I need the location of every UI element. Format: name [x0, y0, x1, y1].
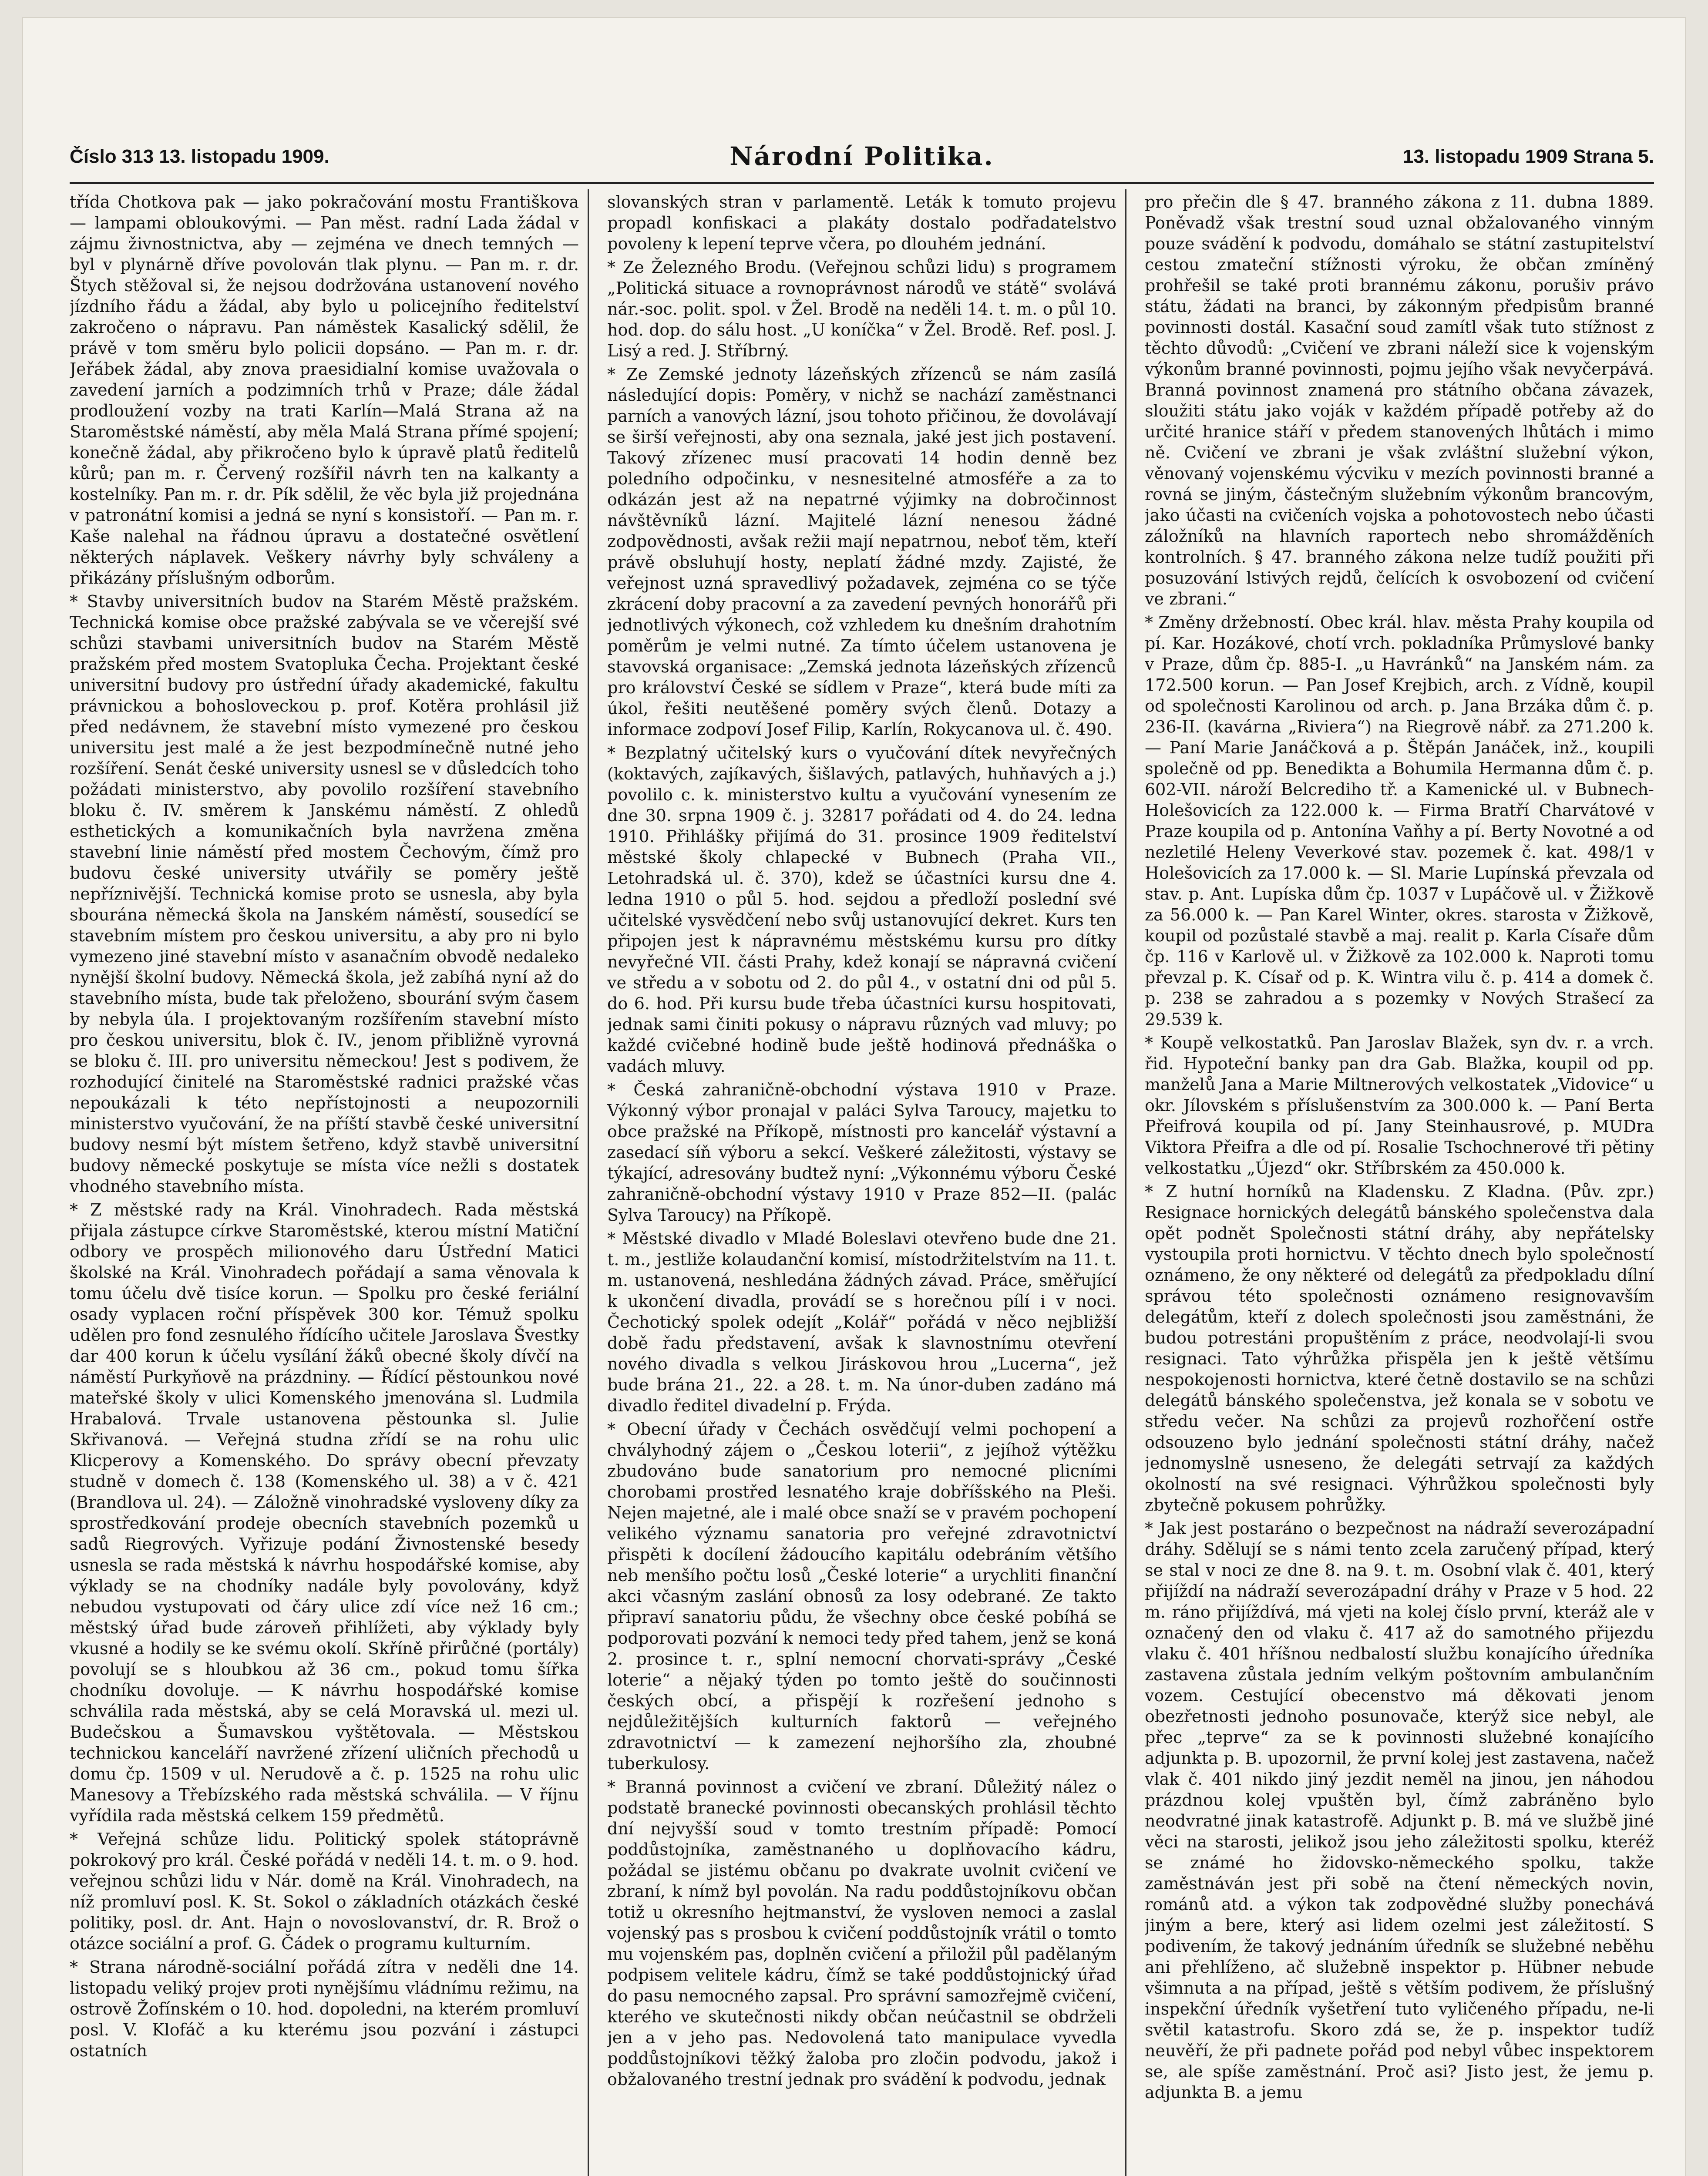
article-paragraph: * Koupě velkostatků. Pan Jaroslav Blažek, syn dv. r. a vrch. řid. Hypoteční banky pan dra Gab. Blažka, koupil od pp. manželů Jana a Marie Miltnerových velkostatek „Vidovice“ u okr. Jílovském s příslušenstvím za 300.000 k. — Paní Berta Přeifrová koupila od pí. Jany Steinhausrové, p. MUDra Viktora Přeifra a dle od pí. Rosalie Tschochnerové tři pětiny velkostatku „Újezd“ okr. Stříbrském za 450.000 k. [1145, 1033, 1654, 1178]
column-divider [588, 189, 589, 2176]
column-divider [1125, 189, 1126, 2176]
article-paragraph: * Veřejná schůze lidu. Politický spolek státoprávně pokrokový pro král. České pořádá v neděli 14. t. m. o 9. hod. veřejnou schůzi lidu v Nár. domě na Král. Vinohradech, na níž promluví posl. K. St. Sokol o základních otázkách české politiky, posl. dr. Ant. Hajn o novoslovanství, dr. R. Brož o otázce sociální a prof. G. Čádek o programu kulturním. [70, 1830, 579, 1953]
article-paragraph: * Městské divadlo v Mladé Boleslavi otevřeno bude dne 21. t. m., jestliže kolaudanční komisí, místodržitelstvím na 11. t. m. ustanovená, neshledána žádných závad. Práce, směřující k ukončení divadla, provádí se s horečnou pílí i v noci. Čechotický spolek odejít „Kolář“ pořádá v něco nejbližší době řadu představení, avšak k slavnostnímu otevření nového divadla s velkou Jiráskovou hrou „Lucerna“, jež bude brána 21., 22. a 28. t. m. Na únor-duben zadáno má divadlo ředitel divadelní p. Frýda. [607, 1229, 1116, 1415]
article-paragraph: * Z městské rady na Král. Vinohradech. Rada městská přijala zástupce církve Staroměstské, kterou místní Matiční odbory ve prospěch milionového daru Ústřední Matici školské na Král. Vinohradech pořádají a sama věnovala k tomu účelu dvě tisíce korun. — Spolku pro české feriální osady vyplacen roční příspěvek 300 kor. Témuž spolku udělen pro fond zesnulého řídícího učitele Jaroslava Švestky dar 400 korun k účelu vysílání žáků obecné školy dívčí na náměstí Purkyňově na prázdniny. — Řídící pěstounkou nové mateřské školy v ulici Komenského jmenována sl. Ludmila Hrabalová. Trvale ustanovena pěstounka sl. Julie Skřivanová. — Veřejná studna zřídí se na rohu ulic Klicperovy a Komenského. Do správy obecní převzaty studně v domech č. 138 (Komenského ul. 38) a v č. 421 (Brandlova ul. 24). — Záložně vinohradské vysloveny díky za sprostředkování prodeje obecních stavebních pozemků u sadů Riegrových. Vyřizuje podání Živnostenské besedy usnesla se rada městská k návrhu hospodářské komise, aby výklady se na chodníky nadále byly povolovány, když nebudou vystupovati od čáry ulice zdí více než 16 cm.; městský úřad bude zároveň přihlížeti, aby výklady byly vkusné a hodily se ke svému okolí. Skříně přirůčné (portály) povolují se s hloubkou až 36 cm., pokud tomu šířka chodníku dovoluje. — K návrhu hospodářské komise schválila rada městská, aby se celá Moravská ul. mezi ul. Budečskou a Šumavskou vyštětovala. — Městskou technickou kanceláří navržené zřízení uličních přechodů u domu čp. 1509 v ul. Nerudově a č. p. 1525 na rohu ulic Manesovy a Třebízského rada městská schválila. — V říjnu vyřídila rada městská celkem 159 předmětů. [70, 1200, 579, 1825]
column-2 [607, 191, 1116, 2176]
article-paragraph: * Stavby universitních budov na Starém Městě pražském. Technická komise obce pražské zabývala se ve včerejší své schůzi stavbami universitních budov na Starém Městě pražském před mostem Svatopluka Čecha. Projektant české universitní budovy pro ústřední úřady akademické, fakultu právnickou a bohosloveckou p. prof. Kotěra prohlásil již před nedávnem, že stavební místo vymezené pro českou universitu jest malé a že jest bezpodmínečně nutné jeho rozšíření. Senát české university usnesl se v důsledcích toho požádati ministerstvo, aby povolilo rozšíření stavebního bloku č. IV. směrem k Janskému náměstí. Z ohledů esthetických a komunikačních byla navržena změna stavební linie náměstí před mostem Čechovým, čímž pro budovu české university utvářily se poměry ještě nepříznivější. Technická komise proto se usnesla, aby byla sbourána německá škola na Janském náměstí, sousedící se stavebním místem pro českou universitu, a aby pro ni bylo vymezeno jiné stavební místo v asanačním obvodě nedaleko nynější školní budovy. Německá škola, jež zabíhá nyní až do stavebního místa, bude tak přeloženo, sbourání svým časem by nebyla úla. I projektovaným rozšířením stavební místo pro českou universitu, blok č. IV., jenom přibližně vyrovná se bloku č. III. pro universitu německou! Jest s podivem, že rozhodující činitelé na Staroměstské radnici pražské včas nepoukázali k této nepřístojnosti a neupozornili ministerstvo vyučování, že na příští stavbě české universitní budovy nesmí být místem šetřeno, když stavbě universitní budovy německé poskytuje se místa více nežli s dostatek vhodného stavebního místa. [70, 592, 579, 1196]
article-paragraph: * Česká zahraničně-obchodní výstava 1910 v Praze. Výkonný výbor pronajal v paláci Sylva Taroucy, majetku to obce pražské na Příkopě, místnosti pro kancelář výstavní a zasedací síň výboru a sekcí. Veškeré záležitosti, výstavy se týkající, adresovány budtež nyní: „Výkonnému výboru České zahraničně-obchodní výstavy 1910 v Praze 852—II. (palác Sylva Taroucy) na Příkopě. [607, 1080, 1116, 1225]
article-paragraph: * Ze Železného Brodu. (Veřejnou schůzi lidu) s programem „Politická situace a rovnoprávnost národů ve státě“ svolává nár.-soc. polit. spol. v Žel. Brodě na neděli 14. t. m. o půl 10. hod. dop. do sálu host. „U koníčka“ v Žel. Brodě. Ref. posl. J. Lisý a red. J. Stříbrný. [607, 258, 1116, 360]
article-paragraph: třída Chotkova pak — jako pokračování mostu Františkova — lampami obloukovými. — Pan měst. radní Lada žádal v zájmu živnostnictva, aby — zejména ve dnech temných — byl v plynárně dříve povolován tlak plynu. — Pan m. r. dr. Štych stěžoval si, že nejsou dodržována ustanovení nového jízdního řádu a žádal, aby bylo u policejního ředitelství zakročeno o nápravu. Pan náměstek Kasalický sdělil, že právě v tom směru bylo policii dopsáno. — Pan m. r. dr. Jeřábek žádal, aby znova praesidialní komise uvažovala o zavedení jarních a podzimních trhů v Praze; dále žádal prodloužení vozby na trati Karlín—Malá Strana až na Staroměstské náměstí, aby měla Malá Strana přímé spojení; konečně žádal, aby přikročeno bylo k úpravě platů ředitelů kůrů; pan m. r. Červený rozšířil návrh ten na kalkanty a kostelníky. Pan m. r. dr. Pík sdělil, že věc byla již projednána v patronátní komisi a jedná se nyní s konsistoří. — Pan m. r. Kaše nalehal na řádnou úpravu a dostatečné osvětlení některých náplavek. Veškery návrhy byly schváleny a přikázány příslušným odborům. [70, 192, 579, 588]
column-1 [70, 191, 579, 2176]
newspaper-page [22, 17, 1686, 2176]
header-rule [70, 182, 1654, 184]
article-paragraph: * Z hutní horníků na Kladensku. Z Kladna. (Pův. zpr.) Resignace hornických delegátů bánského společenstva dala opět podnět Společnosti státní dráhy, aby nepřátelsky vystoupila proti hornictvu. V těchto dnech bylo společností oznámeno, že ony některé od delegátů za předpokladu dílní správou této společnosti oznámeno resignovavším delegátům, kteří z dolech společnosti jsou zaměstnáni, že budou potrestáni propuštěním z práce, neodvolají-li svou resignaci. Tato výhrůžka přispěla jen k ještě většímu nespokojenosti hornictva, které četně dostavilo se na schůzi delegátů bánského společenstva, jež konala se v sobotu ve středu večer. Na schůzi za projevů rozhořčení ostře odsouzeno bylo jednání společnosti státní dráhy, načež jednomyslně usneseno, že delegáti setrvají za každých okolností na své resignaci. Výhrůžkou společnosti byly zbytečně pokusem pohrůžky. [1145, 1182, 1654, 1514]
column-3 [1145, 191, 1654, 2176]
page-header [70, 141, 1654, 176]
issue-number: Číslo 313 13. listopadu 1909. [70, 146, 329, 167]
article-paragraph: slovanských stran v parlamentě. Leták k tomuto projevu propadl konfiskaci a plakáty dostalo podřadatelstvo povoleny k lepení teprve včera, po dlouhém jednání. [607, 192, 1116, 253]
article-paragraph: * Změny držebností. Obec král. hlav. města Prahy koupila od pí. Kar. Hozákové, chotí vrch. pokladníka Průmyslové banky v Praze, dům čp. 885-I. „u Havránků“ na Janském nám. za 172.500 korun. — Pan Josef Krejbich, arch. z Vídně, koupil od společnosti Karolinou od arch. p. Jana Brzáka dům č. p. 236-II. (kavárna „Riviera“) na Riegrově nábř. za 271.200 k. — Paní Marie Janáčková a p. Štěpán Janáček, inž., koupili společně od pp. Benedikta a Bohumila Hermanna dům č. p. 602-VII. nároží Belcrediho tř. a Kamenické ul. v Bubnech-Holešovicích za 122.000 k. — Firma Bratří Charvátové v Praze koupila od p. Antonína Vaňhy a pí. Berty Novotné a od nezletilé Heleny Veverkové stav. pozemek č. kat. 498/1 v Holešovicích za 17.000 k. — Sl. Marie Lupínská převzala od stav. p. Ant. Lupíska dům čp. 1037 v Lupáčově ul. v Žižkově za 56.000 k. — Pan Karel Winter, okres. starosta v Žižkově, koupil od pozůstalé stavbě a maj. realit p. Karla Císaře dům čp. 116 v Karlově ul. v Žižkově za 102.000 k. Naproti tomu převzal p. K. Císař od p. K. Wintra vilu č. p. 414 a domek č. p. 238 se zahradou a s pozemky v Nových Strašecí za 29.539 k. [1145, 613, 1654, 1029]
article-paragraph: * Branná povinnost a cvičení ve zbraní. Důležitý nález o podstatě branecké povinnosti obecanských prohlásil těchto dní nejvyšší soud v tomto trestním případě: Pomocí poddůstojníka, zaměstnaného u doplňovacího kádru, požádal se jistému občanu po dvakrate uvolnit cvičení ve zbraní, k nímž byl povolán. Na radu poddůstojníkovu občan totiž u okresního hejtmanství, že vysloven nemoci a zaslal vojenský pas s prosbou k cvičení poddůstojník vrátil o tomto mu vojenském pas, doplněn cvičení a přiložil půl padělaným podpisem velitele kádru, čímž se také poddůstojnický úřad do pasu nemocného zapsal. Pro správní samozřejmě cvičení, kterého ve skutečnosti nikdy občan neúčastnil se obdrželi jen a v jeho pas. Nedovolená tato manipulace vyvedla poddůstojníkovi těžký žaloba pro zločin podvodu, jakož i obžalovaného trestní jednak pro svádění k podvodu, jednak [607, 1777, 1116, 2089]
article-paragraph: * Bezplatný učitelský kurs o vyučování dítek nevyřečných (koktavých, zajíkavých, šišlavých, patlavých, huhňavých a j.) povolilo c. k. ministerstvo kultu a vyučování vynesením ze dne 30. srpna 1909 č. j. 32817 pořádati od 4. do 24. ledna 1910. Přihlášky přijímá do 31. prosince 1909 ředitelství městské školy chlapecké v Bubnech (Praha VII., Letohradská ul. č. 370), kdež se účastníci kursu dne 4. ledna 1910 o půl 5. hod. sejdou a předloží poslední své učitelské vysvědčení nebo svůj ustanovující dekret. Kurs ten připojen jest k nápravnému městskému kursu pro dítky nevyřečné VII. části Prahy, kdež konají se nápravná cvičení ve středu a v sobotu od 2. do půl 4., v ostatní dni od půl 5. do 6. hod. Při kursu bude třeba účastníci kursu hospitovati, jednak sami činiti pokusy o nápravu různých vad mluvy; po každé cvičebné hodině bude ještě hodinová přednáška o vadách mluvy. [607, 743, 1116, 1076]
article-paragraph: * Strana národně-sociální pořádá zítra v neděli dne 14. listopadu veliký projev proti nynějšímu vládnímu režimu, na ostrově Žofínském o 10. hod. dopoledni, na kterém promluví posl. V. Klofáč a ku kterému jsou pozvání i zástupci ostatních [70, 1958, 579, 2060]
masthead-title: Národní Politika. [730, 141, 994, 171]
article-paragraph: * Obecní úřady v Čechách osvědčují velmi pochopení a chvályhodný zájem o „Českou loterii“, z jejíhož výtěžku zbudováno bude sanatorium pro nemocné plicními chorobami prostřed lesnatého kraje dobříšského na Pleši. Nejen majetné, ale i malé obce snaží se v pravém pochopení velikého významu sanatoria pro veřejné zdravotnictví přispěti k docílení žádoucího kapitálu odebráním většího neb menšího počtu losů „České loterie“ a urychliti finanční akci včasným zaslání obnosů za losy odebrané. Ze takto připraví sanatoriu půdu, že všechny obce české pobíhá se podporovati pozvání k nemoci tedy před tahem, jenž se koná 2. prosince t. r., splní nemocní chorvati-správy „České loterie“ a nějaký týden po tomto ještě do součinnosti českých obcí, a přispějí k rozřešení jednoho s nejdůležitějších kulturních faktorů — veřejného zdravotnictví — k zamezení nejhoršího zla, zhoubné tuberkulosy. [607, 1420, 1116, 1773]
article-paragraph: pro přečin dle § 47. branného zákona z 11. dubna 1889. Poněvadž však trestní soud uznal obžalovaného vinným pouze svádění k podvodu, domáhalo se státní zastupitelství cestou zmateční stížnosti výroku, že občan zmíněný prohřešil se také proti brannému zákonu, porušiv právo státu, žádati na branci, by zákonným předpisům branné povinnosti dostál. Kasační soud zamítl však tuto stížnost z těchto důvodů: „Cvičení ve zbrani náleží sice k vojenským výkonům branné povinnosti, pojmu jejího však nevyčerpává. Branná povinnost znamená pro státního občana závazek, sloužiti státu jako voják v každém případě potřeby až do určité hranice stáří v předem stanovených lhůtách i mimo ně. Cvičení ve zbrani je však zvláštní služební výkon, věnovaný vojenskému výcviku v mezích povinnosti branné a rovná se jiným, částečným služebním výkonům brancovým, jako účasti na cvičeních vojska a pohotovostech nebo účasti záložníků na hlavních raportech nebo shromážděních kontrolních. § 47. branného zákona nelze tudíž použiti při posuzování lstivých rejdů, čelících k osvobození od cvičení ve zbrani.“ [1145, 192, 1654, 608]
date-page-number: 13. listopadu 1909 Strana 5. [1402, 146, 1654, 167]
article-paragraph: * Ze Zemské jednoty lázeňských zřízenců se nám zasílá následující dopis: Poměry, v nichž se nachází zaměstnanci parních a vanových lázní, jsou tohoto přičinou, že dovolávají se širší veřejnosti, aby ona seznala, jaké jest jich postavení. Takový zřízenec musí pracovati 14 hodin denně bez poledního odpočinku, v nesnesitelné atmosféře a za to odkázán jest až na nepatrné výjimky na dobročinnost návštěvníků lázní. Majitelé lázní nenesou žádné zodpovědnosti, avšak režii mají nepatrnou, neboť těm, kteří právě obsluhují hosty, neplatí žádné mzdy. Zajisté, že veřejnost uzná spravedlivý požadavek, zejména co se týče zkrácení doby pracovní a za zavedení pevných honorářů při jednotlivých výkonech, což vzhledem ku dnešním drahotním poměrům je velmi nutné. Za tímto účelem ustanovena je stavovská organisace: „Zemská jednota lázeňských zřízenců pro království České se sídlem v Praze“, která bude míti za úkol, řešiti neutěšené poměry svých členů. Dotazy a informace zodpoví Josef Filip, Karlín, Rokycanova ul. č. 490. [607, 365, 1116, 739]
article-paragraph: * Jak jest postaráno o bezpečnost na nádraží severozápadní dráhy. Sdělují se s námi tento zcela zaručený případ, který se stal v noci ze dne 8. na 9. t. m. Osobní vlak č. 401, který přijíždí na nádraží severozápadní dráhy v Praze v 5 hod. 22 m. ráno přijíždívá, má vjeti na kolej číslo první, kteráž ale v označený den od vlaku č. 417 až do samotného přijezdu vlaku č. 401 hříšnou nedbalostí službu konajícího úředníka zastavena zůstala jedním velkým poštovním ambulančním vozem. Cestující obecenstvo má děkovati jenom obezřetnosti jednoho posunovače, kterýž sice nebyl, ale přec „teprve“ za se k povinnosti služebné konajícího adjunkta p. B. upozornil, že první kolej jest zastavena, načež vlak č. 401 nikdo jiný jezdit neměl na jinou, jen náhodou prázdnou kolej vpuštěn byl, čímž zabráněno bylo neodvratné jinak katastrofě. Adjunkt p. B. má ve službě jiné věci na starosti, jelikož jsou jeho záležitosti spolku, kteréž se známé ho židovsko-německého spolku, takže zaměstnáván jest při sobě na čtení německých novin, románů atd. a výkon tak zodpovědné služby ponechává jiným a bere, který asi lidem ozelmi jest záležitostí. S podivením, že takový jednáním úředník se služebné neběhu ani přehlíženo, ač služebně inspektor p. Hübner nebude všimnuta a na případ, ještě s větším podivem, že příslušný inspekční úředník vyšetření tuto vyličeného případu, ne-li světil katastrofu. Skoro zdá se, že p. inspektor tudíž neuvěří, že při padnete pořád pod nebyl vůbec inspektorem se, ale spíše zaměstnání. Proč asi? Jisto jest, že jemu p. adjunkta B. a jemu [1145, 1519, 1654, 2102]
